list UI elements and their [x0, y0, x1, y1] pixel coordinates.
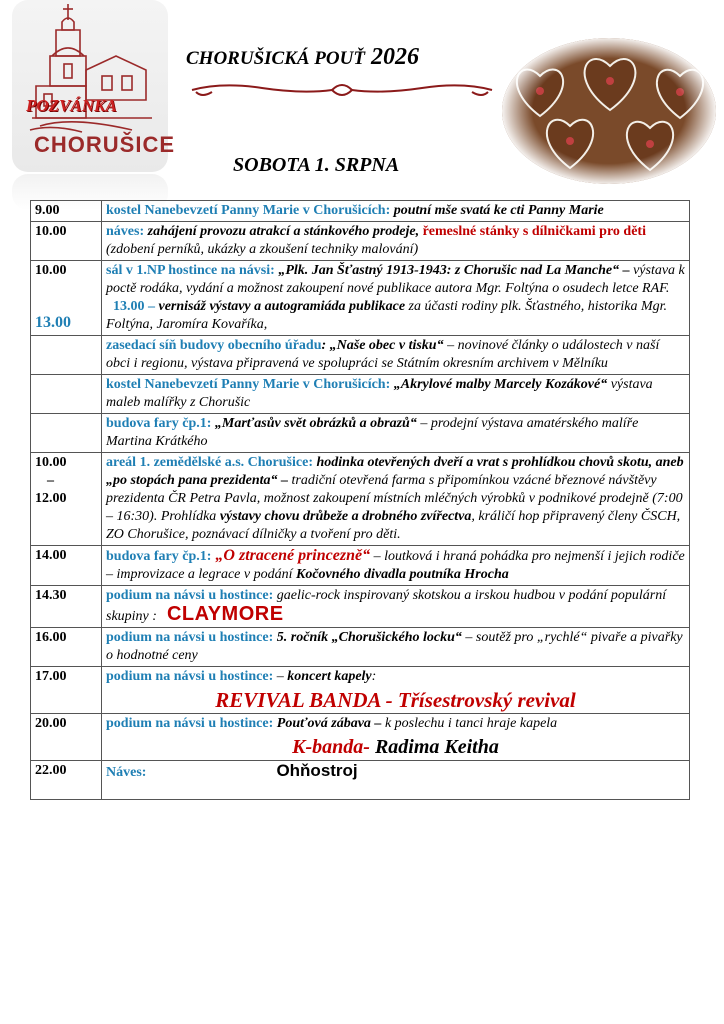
row-place: podium na návsi u hostince: [106, 588, 274, 603]
row-time [31, 336, 102, 375]
row-time [31, 375, 102, 414]
village-logo [12, 0, 176, 172]
row-text: – loutková i hraná pohádka pro nejmenší i jejich rodiče – improvizace a legrace v podání [106, 549, 685, 582]
row-place: podium na návsi u hostince: [106, 716, 274, 731]
row-time: 20.00 [31, 714, 102, 761]
row-description [102, 261, 690, 336]
row-text: poutní mše svatá ke cti Panny Marie [390, 203, 604, 218]
table-row [31, 714, 690, 761]
row-title: „Akrylové malby Marcely Kozákové“ [390, 377, 608, 392]
table-row [31, 453, 690, 546]
table-row [31, 414, 690, 453]
row-place: areál 1. zemědělské a.s. Chorušice: [106, 455, 313, 470]
table-row [31, 261, 690, 336]
row-place: kostel Nanebevzetí Panny Marie v Chorušicích: [106, 377, 391, 392]
row-place: kostel Nanebevzetí Panny Marie v Chorušicích: [106, 203, 391, 218]
row-place: zasedací síň budovy obecního úřadu [106, 338, 322, 353]
title-year: 2026 [370, 44, 419, 70]
fireworks-label: Ohňostroj [276, 761, 358, 780]
row-description [102, 546, 690, 586]
row-description [102, 714, 690, 761]
table-row [31, 761, 690, 800]
row-time-dash: – [47, 473, 54, 488]
row-time: 14.30 [31, 586, 102, 628]
table-row [31, 375, 690, 414]
row-title: výstavy chovu drůbeže a drobného zvířectva [219, 509, 472, 524]
row-text: (zdobení perníků, ukázky a zkoušení techniky malování) [106, 242, 419, 257]
row-description [102, 201, 690, 222]
table-row [31, 201, 690, 222]
row-text: – novinové články o událostech v naší obci i regionu, výstava připravená ve spolupráci se Státním okresním archivem v Mělníku [106, 338, 660, 371]
row-text: – prodejní výstava amatérského malíře Martina Krátkého [106, 416, 639, 449]
row-title: hodinka otevřených dveří a vrat s prohlídkou chovů skotu, aneb „po stopách pana prezidenta“ – [106, 455, 684, 488]
gingerbread-hearts-photo [500, 36, 718, 186]
row-title: 5. ročník „Chorušického locku“ [273, 630, 462, 645]
row-time: 16.00 [31, 628, 102, 667]
row-text: za účasti rodiny plk. Šťastného, historika Mgr. Foltýna, Jaromíra Kovaříka, [106, 299, 668, 332]
row-text: tradiční otevřená farma s připomínkou vzácné březnové návštěvy prezidenta ČR Petra Pavla, možnost zakoupení místních mléčných výrobků v podnikové prodejně (7:00 – 16:30). Prohlídka [106, 473, 683, 524]
band-name-red: K-banda- [292, 736, 370, 758]
row-text: gaelic-rock inspirovaný skotskou a irskou hudbou v podání populární skupiny : [106, 588, 667, 624]
row-title: „Plk. Jan Šťastný 1913-1943: z Chorušic nad La Manche“ – [274, 263, 630, 278]
band-name-black: Radima Keitha [369, 736, 499, 758]
row-place: sál v 1.NP hostince na návsi: [106, 263, 275, 278]
row-text: – soutěž pro „rychlé“ pivaře a pivařky o hodnotné ceny [106, 630, 683, 663]
row-text: , králičí hop připravený členy ČSCH, ZO Chorušice, poznávací dílničky a tvoření pro děti. [106, 509, 681, 542]
row-description [102, 586, 690, 628]
band-name [106, 735, 685, 759]
table-row [31, 222, 690, 261]
row-highlight: řemeslné stánky s dílničkami pro děti [422, 224, 646, 239]
row-time: 9.00 [31, 201, 102, 222]
page-subtitle: SOBOTA 1. SRPNA [233, 154, 400, 176]
row-text: výstava maleb malířky z Chorušic [106, 377, 653, 410]
row-place: podium na návsi u hostince: [106, 630, 274, 645]
row-title: Pouťová zábava – [273, 716, 382, 731]
table-row [31, 336, 690, 375]
row-place: náves: [106, 224, 145, 239]
row-time: 22.00 [31, 761, 102, 800]
row-time-end: 12.00 [35, 491, 67, 506]
ornament-divider-icon [182, 78, 502, 102]
row-place: Náves: [106, 765, 147, 780]
row-place: podium na návsi u hostince: [106, 669, 274, 684]
logo-village-name: CHORUŠICE [34, 132, 176, 157]
row-title: Kočovného divadla poutníka Hrocha [296, 567, 509, 582]
row-time: 14.00 [31, 546, 102, 586]
table-row [31, 546, 690, 586]
row-text: zahájení provozu atrakcí a stánkového prodeje, [144, 224, 423, 239]
row-description [102, 375, 690, 414]
row-description [102, 453, 690, 546]
row-description [102, 628, 690, 667]
row-inline-time: 13.00 – [113, 299, 155, 314]
row-place: budova fary čp.1: [106, 549, 212, 564]
band-name: CLAYMORE [166, 603, 284, 625]
row-description [102, 336, 690, 375]
table-row [31, 628, 690, 667]
row-time: 17.00 [31, 667, 102, 714]
row-title: vernisáž výstavy a autogramiáda publikace [155, 299, 406, 314]
program-table [30, 200, 690, 800]
row-text: – [273, 669, 288, 684]
row-time [31, 261, 102, 336]
row-time [31, 453, 102, 546]
row-description [102, 222, 690, 261]
row-time-start: 10.00 [35, 455, 67, 470]
row-highlight: „O ztracené princezně“ [211, 547, 371, 564]
title-text: CHORUŠICKÁ POUŤ [186, 48, 365, 69]
row-place: budova fary čp.1: [106, 416, 212, 431]
row-text: výstava k poctě rodáka, vydání a možnost zakoupení nové publikace autora Mgr. Foltýna o osudech letce RAF. [106, 263, 685, 296]
row-description [102, 667, 690, 714]
row-title: koncert kapely [287, 669, 372, 684]
table-row [31, 667, 690, 714]
row-text: k poslechu i tanci hraje kapela [381, 716, 558, 731]
row-text: : [371, 669, 377, 684]
row-description [102, 761, 690, 800]
row-time-secondary: 13.00 [35, 314, 71, 331]
row-description [102, 414, 690, 453]
table-row [31, 586, 690, 628]
row-time-start: 10.00 [35, 263, 67, 278]
row-title: : „Naše obec v tisku“ [321, 338, 444, 353]
row-title: „Marťasův svět obrázků a obrazů“ [211, 416, 417, 431]
band-name: REVIVAL BANDA - Třísestrovský revival [215, 688, 576, 712]
logo-invitation-text: POZVÁNKA [26, 96, 117, 115]
page-title [186, 44, 419, 71]
row-time: 10.00 [31, 222, 102, 261]
row-time [31, 414, 102, 453]
